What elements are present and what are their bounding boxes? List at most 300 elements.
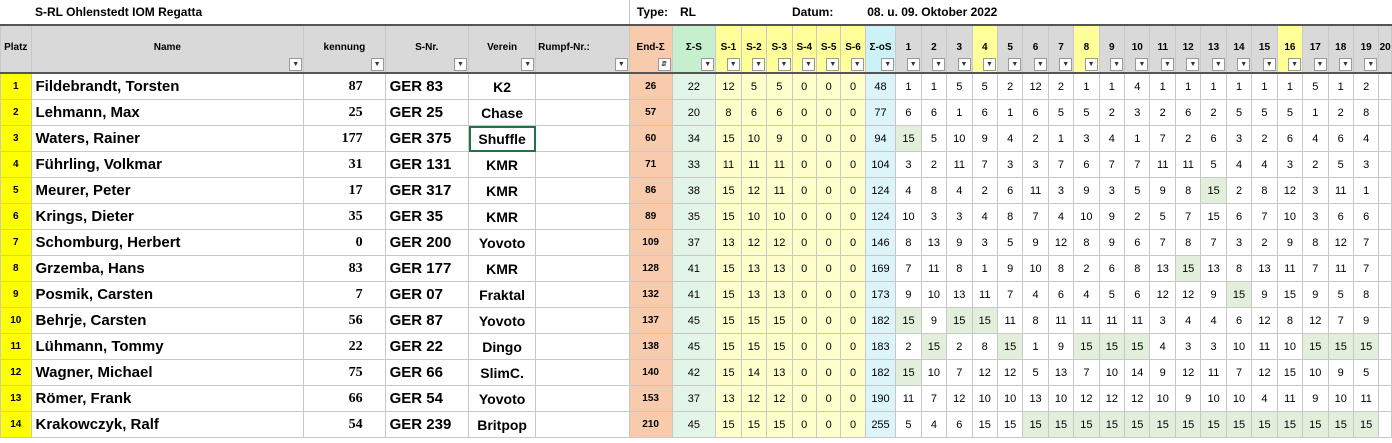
cell-race-12[interactable]: 8 [1175,178,1200,204]
cell-race-1[interactable]: 8 [896,230,921,256]
cell-sum-s[interactable]: 45 [672,412,716,438]
cell-race-5[interactable]: 8 [997,204,1022,230]
cell-race-9[interactable]: 11 [1099,308,1124,334]
cell-snr[interactable]: GER 87 [385,308,468,334]
cell-snr[interactable]: GER 200 [385,230,468,256]
cell-name[interactable]: Waters, Rainer [31,126,304,152]
cell-race-18[interactable]: 5 [1328,282,1353,308]
cell-end-sum[interactable]: 71 [629,152,672,178]
cell-race-16[interactable]: 15 [1277,360,1302,386]
filter-dropdown-icon[interactable]: ▼ [1339,58,1352,71]
cell-race-9[interactable]: 2 [1099,100,1124,126]
cell-race-17[interactable]: 4 [1303,126,1328,152]
cell-race-7[interactable]: 5 [1048,100,1073,126]
cell-sum-os[interactable]: 146 [865,230,896,256]
cell-race-1[interactable]: 10 [896,204,921,230]
cell-race-5[interactable]: 1 [997,100,1022,126]
cell-race-16[interactable]: 9 [1277,230,1302,256]
cell-race-3[interactable]: 1 [947,100,972,126]
cell-race-5[interactable]: 11 [997,308,1022,334]
cell-sum-s[interactable]: 20 [672,100,716,126]
cell-platz[interactable]: 14 [1,412,32,438]
cell-race-17[interactable]: 1 [1303,100,1328,126]
cell-s6[interactable]: 0 [841,126,865,152]
cell-race-6[interactable]: 13 [1023,386,1048,412]
cell-sum-s[interactable]: 38 [672,178,716,204]
cell-verein[interactable]: Fraktal [469,282,536,308]
cell-race-20[interactable] [1379,178,1392,204]
cell-race-5[interactable]: 12 [997,360,1022,386]
cell-race-6[interactable]: 5 [1023,360,1048,386]
cell-race-19[interactable]: 15 [1353,412,1378,438]
cell-race-13[interactable]: 11 [1201,360,1226,386]
cell-race-20[interactable] [1379,282,1392,308]
cell-s1[interactable]: 15 [716,334,741,360]
cell-race-8[interactable]: 3 [1074,126,1099,152]
cell-race-20[interactable] [1379,256,1392,282]
cell-kennung[interactable]: 35 [304,204,385,230]
cell-sum-s[interactable]: 42 [672,360,716,386]
cell-s3[interactable]: 13 [767,256,792,282]
cell-race-20[interactable] [1379,308,1392,334]
cell-s2[interactable]: 10 [741,204,766,230]
cell-race-1[interactable]: 6 [896,100,921,126]
cell-race-13[interactable]: 6 [1201,126,1226,152]
cell-race-3[interactable]: 10 [947,126,972,152]
cell-race-7[interactable]: 9 [1048,334,1073,360]
cell-race-9[interactable]: 4 [1099,126,1124,152]
cell-race-19[interactable]: 7 [1353,230,1378,256]
cell-race-12[interactable]: 7 [1175,204,1200,230]
cell-race-19[interactable]: 7 [1353,256,1378,282]
cell-race-18[interactable]: 6 [1328,126,1353,152]
cell-platz[interactable]: 13 [1,386,32,412]
cell-race-4[interactable]: 7 [972,152,997,178]
cell-name[interactable]: Posmik, Carsten [31,282,304,308]
cell-race-18[interactable]: 15 [1328,334,1353,360]
cell-race-4[interactable]: 1 [972,256,997,282]
cell-rumpf[interactable] [536,386,630,412]
cell-end-sum[interactable]: 128 [629,256,672,282]
cell-race-2[interactable]: 15 [921,334,946,360]
cell-s1[interactable]: 15 [716,204,741,230]
filter-dropdown-icon[interactable]: ▼ [1110,58,1123,71]
cell-s3[interactable]: 15 [767,308,792,334]
cell-race-11[interactable]: 2 [1150,100,1176,126]
cell-race-8[interactable]: 5 [1074,100,1099,126]
cell-race-9[interactable]: 9 [1099,204,1124,230]
cell-race-11[interactable]: 4 [1150,334,1176,360]
cell-s2[interactable]: 13 [741,282,766,308]
cell-race-19[interactable]: 8 [1353,100,1378,126]
cell-end-sum[interactable]: 137 [629,308,672,334]
filter-dropdown-icon[interactable]: ▼ [932,58,945,71]
filter-dropdown-icon[interactable]: ▼ [778,58,791,71]
cell-race-2[interactable]: 3 [921,204,946,230]
cell-snr[interactable]: GER 07 [385,282,468,308]
cell-race-5[interactable]: 10 [997,386,1022,412]
cell-s5[interactable]: 0 [816,308,840,334]
cell-s5[interactable]: 0 [816,73,840,100]
cell-s2[interactable]: 15 [741,412,766,438]
cell-race-2[interactable]: 6 [921,100,946,126]
cell-race-11[interactable]: 1 [1150,73,1176,100]
cell-end-sum[interactable]: 140 [629,360,672,386]
cell-race-15[interactable]: 12 [1252,308,1277,334]
cell-s3[interactable]: 15 [767,412,792,438]
cell-sum-s[interactable]: 45 [672,308,716,334]
cell-verein[interactable]: Dingo [469,334,536,360]
cell-snr[interactable]: GER 25 [385,100,468,126]
cell-race-2[interactable]: 2 [921,152,946,178]
cell-s1[interactable]: 15 [716,126,741,152]
cell-s6[interactable]: 0 [841,178,865,204]
cell-race-18[interactable]: 1 [1328,73,1353,100]
cell-race-17[interactable]: 15 [1303,334,1328,360]
cell-race-7[interactable]: 15 [1048,412,1073,438]
cell-race-14[interactable]: 1 [1226,73,1251,100]
cell-s6[interactable]: 0 [841,256,865,282]
cell-race-3[interactable]: 8 [947,256,972,282]
cell-race-6[interactable]: 9 [1023,230,1048,256]
cell-name[interactable]: Römer, Frank [31,386,304,412]
cell-platz[interactable]: 9 [1,282,32,308]
cell-race-5[interactable]: 6 [997,178,1022,204]
cell-sum-s[interactable]: 33 [672,152,716,178]
filter-dropdown-icon[interactable]: ▼ [1364,58,1377,71]
cell-platz[interactable]: 3 [1,126,32,152]
filter-dropdown-icon[interactable]: ▼ [983,58,996,71]
cell-kennung[interactable]: 31 [304,152,385,178]
filter-dropdown-icon[interactable]: ▼ [881,58,894,71]
cell-verein[interactable]: KMR [469,178,536,204]
cell-s6[interactable]: 0 [841,100,865,126]
cell-platz[interactable]: 6 [1,204,32,230]
cell-snr[interactable]: GER 35 [385,204,468,230]
cell-race-17[interactable]: 9 [1303,386,1328,412]
cell-s3[interactable]: 13 [767,282,792,308]
cell-race-18[interactable]: 5 [1328,152,1353,178]
cell-race-5[interactable]: 15 [997,412,1022,438]
cell-rumpf[interactable] [536,100,630,126]
cell-s1[interactable]: 15 [716,308,741,334]
cell-s1[interactable]: 15 [716,256,741,282]
cell-race-4[interactable]: 11 [972,282,997,308]
cell-race-9[interactable]: 15 [1099,334,1124,360]
cell-rumpf[interactable] [536,256,630,282]
cell-race-11[interactable]: 9 [1150,178,1176,204]
cell-race-14[interactable]: 10 [1226,334,1251,360]
cell-s1[interactable]: 15 [716,282,741,308]
cell-kennung[interactable]: 25 [304,100,385,126]
cell-platz[interactable]: 8 [1,256,32,282]
cell-race-15[interactable]: 7 [1252,204,1277,230]
cell-race-16[interactable]: 1 [1277,73,1302,100]
cell-race-4[interactable]: 2 [972,178,997,204]
cell-s5[interactable]: 0 [816,178,840,204]
cell-name[interactable]: Krings, Dieter [31,204,304,230]
filter-dropdown-icon[interactable]: ▼ [521,58,534,71]
cell-end-sum[interactable]: 60 [629,126,672,152]
filter-dropdown-icon[interactable]: ▼ [1237,58,1250,71]
cell-s3[interactable]: 6 [767,100,792,126]
cell-race-14[interactable]: 2 [1226,178,1251,204]
cell-kennung[interactable]: 22 [304,334,385,360]
cell-race-12[interactable]: 15 [1175,412,1200,438]
cell-s5[interactable]: 0 [816,334,840,360]
cell-race-19[interactable]: 8 [1353,282,1378,308]
cell-race-8[interactable]: 8 [1074,230,1099,256]
cell-race-5[interactable]: 3 [997,152,1022,178]
cell-race-7[interactable]: 10 [1048,386,1073,412]
cell-race-6[interactable]: 2 [1023,126,1048,152]
cell-race-14[interactable]: 7 [1226,360,1251,386]
cell-name[interactable]: Schomburg, Herbert [31,230,304,256]
cell-race-15[interactable]: 15 [1252,412,1277,438]
cell-race-7[interactable]: 3 [1048,178,1073,204]
cell-verein[interactable]: Shuffle [469,126,536,152]
cell-race-12[interactable]: 1 [1175,73,1200,100]
cell-race-12[interactable]: 4 [1175,308,1200,334]
cell-race-1[interactable]: 5 [896,412,921,438]
cell-name[interactable]: Meurer, Peter [31,178,304,204]
cell-race-17[interactable]: 15 [1303,412,1328,438]
cell-platz[interactable]: 1 [1,73,32,100]
cell-s4[interactable]: 0 [792,73,816,100]
cell-name[interactable]: Lühmann, Tommy [31,334,304,360]
cell-race-10[interactable]: 14 [1125,360,1150,386]
cell-race-15[interactable]: 4 [1252,386,1277,412]
cell-race-3[interactable]: 13 [947,282,972,308]
cell-end-sum[interactable]: 89 [629,204,672,230]
cell-race-12[interactable]: 8 [1175,230,1200,256]
cell-snr[interactable]: GER 54 [385,386,468,412]
filter-dropdown-icon[interactable]: ▼ [1085,58,1098,71]
filter-dropdown-icon[interactable]: ▼ [1186,58,1199,71]
cell-platz[interactable]: 7 [1,230,32,256]
cell-rumpf[interactable] [536,178,630,204]
cell-s2[interactable]: 12 [741,230,766,256]
cell-race-1[interactable]: 11 [896,386,921,412]
cell-sum-os[interactable]: 124 [865,204,896,230]
cell-race-3[interactable]: 15 [947,308,972,334]
cell-race-8[interactable]: 1 [1074,73,1099,100]
cell-s3[interactable]: 12 [767,230,792,256]
cell-race-5[interactable]: 4 [997,126,1022,152]
cell-name[interactable]: Lehmann, Max [31,100,304,126]
cell-s1[interactable]: 15 [716,178,741,204]
cell-race-10[interactable]: 6 [1125,282,1150,308]
cell-s5[interactable]: 0 [816,386,840,412]
cell-race-5[interactable]: 7 [997,282,1022,308]
cell-name[interactable]: Wagner, Michael [31,360,304,386]
cell-race-4[interactable]: 6 [972,100,997,126]
cell-rumpf[interactable] [536,204,630,230]
cell-race-10[interactable]: 1 [1125,126,1150,152]
cell-sum-os[interactable]: 48 [865,73,896,100]
cell-race-1[interactable]: 1 [896,73,921,100]
cell-race-18[interactable]: 7 [1328,308,1353,334]
cell-kennung[interactable]: 17 [304,178,385,204]
filter-dropdown-icon[interactable]: ▼ [958,58,971,71]
cell-race-4[interactable]: 15 [972,412,997,438]
cell-s2[interactable]: 15 [741,334,766,360]
cell-race-18[interactable]: 2 [1328,100,1353,126]
cell-snr[interactable]: GER 66 [385,360,468,386]
cell-race-18[interactable]: 12 [1328,230,1353,256]
cell-race-2[interactable]: 1 [921,73,946,100]
cell-race-12[interactable]: 9 [1175,386,1200,412]
cell-sum-s[interactable]: 41 [672,282,716,308]
cell-race-13[interactable]: 15 [1201,412,1226,438]
cell-race-18[interactable]: 10 [1328,386,1353,412]
cell-sum-s[interactable]: 45 [672,334,716,360]
cell-snr[interactable]: GER 131 [385,152,468,178]
filter-dropdown-icon[interactable]: ▼ [1314,58,1327,71]
cell-race-18[interactable]: 6 [1328,204,1353,230]
filter-dropdown-icon[interactable]: ▼ [1263,58,1276,71]
cell-s5[interactable]: 0 [816,230,840,256]
cell-platz[interactable]: 4 [1,152,32,178]
cell-s3[interactable]: 10 [767,204,792,230]
cell-race-10[interactable]: 6 [1125,230,1150,256]
cell-race-12[interactable]: 15 [1175,256,1200,282]
cell-end-sum[interactable]: 86 [629,178,672,204]
cell-s4[interactable]: 0 [792,256,816,282]
cell-race-14[interactable]: 15 [1226,412,1251,438]
cell-sum-os[interactable]: 182 [865,360,896,386]
cell-race-7[interactable]: 12 [1048,230,1073,256]
cell-race-4[interactable]: 5 [972,73,997,100]
cell-race-20[interactable] [1379,126,1392,152]
cell-s3[interactable]: 12 [767,386,792,412]
cell-race-6[interactable]: 3 [1023,152,1048,178]
cell-platz[interactable]: 12 [1,360,32,386]
cell-sum-s[interactable]: 34 [672,126,716,152]
cell-race-10[interactable]: 3 [1125,100,1150,126]
cell-race-9[interactable]: 5 [1099,282,1124,308]
filter-dropdown-icon[interactable]: ▼ [1212,58,1225,71]
cell-race-4[interactable]: 10 [972,386,997,412]
cell-race-8[interactable]: 10 [1074,204,1099,230]
cell-s2[interactable]: 10 [741,126,766,152]
cell-race-7[interactable]: 1 [1048,126,1073,152]
cell-race-4[interactable]: 4 [972,204,997,230]
cell-rumpf[interactable] [536,412,630,438]
cell-race-10[interactable]: 15 [1125,334,1150,360]
cell-race-2[interactable]: 11 [921,256,946,282]
cell-race-6[interactable]: 7 [1023,204,1048,230]
filter-dropdown-icon[interactable]: ▼ [371,58,384,71]
cell-race-3[interactable]: 12 [947,386,972,412]
cell-race-11[interactable]: 9 [1150,360,1176,386]
cell-verein[interactable]: KMR [469,256,536,282]
cell-race-2[interactable]: 10 [921,282,946,308]
cell-verein[interactable]: KMR [469,152,536,178]
cell-race-3[interactable]: 4 [947,178,972,204]
cell-race-15[interactable]: 5 [1252,100,1277,126]
cell-sum-s[interactable]: 41 [672,256,716,282]
cell-race-5[interactable]: 5 [997,230,1022,256]
cell-name[interactable]: Krakowczyk, Ralf [31,412,304,438]
cell-s6[interactable]: 0 [841,230,865,256]
cell-race-19[interactable]: 15 [1353,334,1378,360]
cell-race-4[interactable]: 3 [972,230,997,256]
cell-race-17[interactable]: 5 [1303,73,1328,100]
cell-race-15[interactable]: 13 [1252,256,1277,282]
cell-race-14[interactable]: 3 [1226,230,1251,256]
cell-race-3[interactable]: 5 [947,73,972,100]
cell-race-6[interactable]: 4 [1023,282,1048,308]
cell-race-8[interactable]: 9 [1074,178,1099,204]
cell-race-10[interactable]: 2 [1125,204,1150,230]
cell-platz[interactable]: 10 [1,308,32,334]
cell-race-15[interactable]: 9 [1252,282,1277,308]
cell-s5[interactable]: 0 [816,152,840,178]
cell-race-16[interactable]: 8 [1277,308,1302,334]
cell-race-13[interactable]: 10 [1201,386,1226,412]
cell-snr[interactable]: GER 239 [385,412,468,438]
cell-s2[interactable]: 14 [741,360,766,386]
cell-s6[interactable]: 0 [841,412,865,438]
filter-dropdown-icon[interactable]: ▼ [826,58,839,71]
cell-race-11[interactable]: 3 [1150,308,1176,334]
cell-race-10[interactable]: 11 [1125,308,1150,334]
cell-verein[interactable]: Chase [469,100,536,126]
cell-s2[interactable]: 5 [741,73,766,100]
cell-s4[interactable]: 0 [792,230,816,256]
cell-race-4[interactable]: 15 [972,308,997,334]
cell-s6[interactable]: 0 [841,73,865,100]
cell-race-8[interactable]: 7 [1074,360,1099,386]
cell-kennung[interactable]: 83 [304,256,385,282]
cell-race-20[interactable] [1379,100,1392,126]
cell-rumpf[interactable] [536,360,630,386]
cell-race-7[interactable]: 7 [1048,152,1073,178]
cell-snr[interactable]: GER 375 [385,126,468,152]
cell-race-13[interactable]: 2 [1201,100,1226,126]
cell-race-20[interactable] [1379,412,1392,438]
cell-race-12[interactable]: 2 [1175,126,1200,152]
cell-race-3[interactable]: 11 [947,152,972,178]
cell-rumpf[interactable] [536,308,630,334]
cell-race-15[interactable]: 1 [1252,73,1277,100]
cell-name[interactable]: Führling, Volkmar [31,152,304,178]
sort-icon[interactable]: ⇵ [658,58,671,71]
cell-s4[interactable]: 0 [792,308,816,334]
cell-race-15[interactable]: 8 [1252,178,1277,204]
cell-s6[interactable]: 0 [841,334,865,360]
cell-end-sum[interactable]: 26 [629,73,672,100]
cell-race-13[interactable]: 13 [1201,256,1226,282]
cell-s4[interactable]: 0 [792,178,816,204]
cell-race-19[interactable]: 6 [1353,204,1378,230]
filter-dropdown-icon[interactable]: ▼ [1288,58,1301,71]
cell-s1[interactable]: 8 [716,100,741,126]
cell-race-6[interactable]: 6 [1023,100,1048,126]
cell-race-8[interactable]: 4 [1074,282,1099,308]
cell-race-20[interactable] [1379,386,1392,412]
cell-race-19[interactable]: 11 [1353,386,1378,412]
cell-race-9[interactable]: 7 [1099,152,1124,178]
cell-s2[interactable]: 12 [741,386,766,412]
cell-kennung[interactable]: 66 [304,386,385,412]
cell-race-19[interactable]: 1 [1353,178,1378,204]
cell-s4[interactable]: 0 [792,152,816,178]
cell-race-11[interactable]: 7 [1150,230,1176,256]
cell-verein[interactable]: SlimC. [469,360,536,386]
cell-s4[interactable]: 0 [792,334,816,360]
